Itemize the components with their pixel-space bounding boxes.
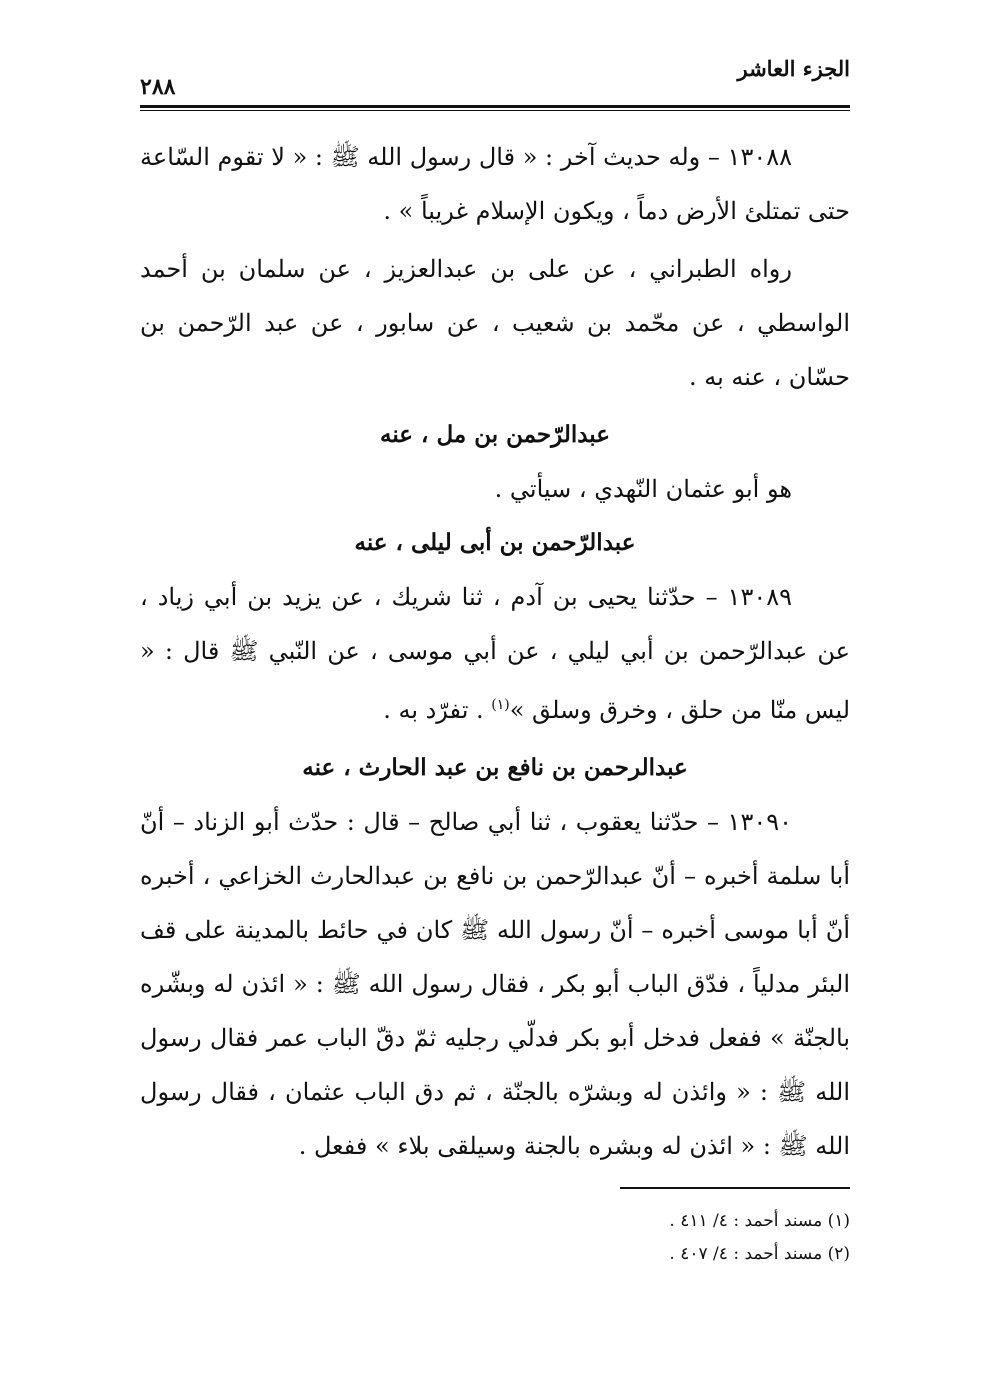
footnote-marker: (١)	[491, 697, 510, 713]
page-header	[140, 52, 850, 98]
section-heading-ibn-abi-laila: عبدالرّحمن بن أبى ليلى ، عنه	[354, 529, 636, 556]
hadith-13089-tail: . تفرّد به .	[383, 696, 492, 724]
running-title: الجزء العاشر	[737, 56, 850, 81]
hadith-13089	[140, 570, 850, 737]
footnote-rule	[620, 1187, 850, 1189]
hadith-13089-text: ١٣٠٨٩ – حدّثنا يحيى بن آدم ، ثنا شريك ، عن يزيد بن أبي زياد ، عن عبدالرّحمن بن أبي ليلي ، عن أبي موسى ، عن النّبي ﷺ قال : « ليس منّا من حلق ، وخرق وسلق »	[140, 583, 850, 724]
hadith-13088: ١٣٠٨٨ – وله حديث آخر : « قال رسول الله ﷺ : « لا تقوم السّاعة حتى تمتلئ الأرض دماً ، ويكون الإسلام غريباً » .	[140, 143, 850, 225]
section-heading-ibn-nafi: عبدالرحمن بن نافع بن عبد الحارث ، عنه	[302, 754, 688, 781]
footnote-2: (٢) مسند أحمد : ٤/ ٤٠٧ .	[669, 1244, 850, 1264]
cross-reference-paragraph: هو أبو عثمان النّهدي ، سيأتي .	[494, 475, 792, 503]
footnote-1: (١) مسند أحمد : ٤/ ٤١١ .	[669, 1211, 850, 1231]
narration-chain-paragraph: رواه الطبراني ، عن على بن عبدالعزيز ، عن سلمان بن أحمد الواسطي ، عن محّمد بن شعيب ، عن سابور ، عن عبد الرّحمن بن حسّان ، عنه به .	[140, 255, 850, 391]
main-text	[140, 130, 850, 1173]
page-number: ٢٨٨	[140, 74, 176, 100]
section-heading-ibn-mal: عبدالرّحمن بن مل ، عنه	[380, 421, 610, 448]
header-rule	[140, 105, 850, 111]
footnotes	[140, 1205, 850, 1271]
hadith-13090: ١٣٠٩٠ – حدّثنا يعقوب ، ثنا أبي صالح – قال : حدّث أبو الزناد – أنّ أبا سلمة أخبره – أنّ عبدالرّحمن بن نافع بن عبدالحارث الخزاعي ، أخبره أنّ أبا موسى أخبره – أنّ رسول الله ﷺ كان في حائط بالمدينة على قف البئر مدلياً ، فدّق الباب أبو بكر ، فقال رسول الله ﷺ : « ائذن له وبشّره بالجنّة » ففعل فدخل أبو بكر فدلّي رجليه ثمّ دقّ الباب عمر فقال رسول الله ﷺ : « وائذن له وبشرّه بالجنّة ، ثم دق الباب عثمان ، فقال رسول الله ﷺ : « ائذن له وبشره بالجنة وسيلقى بلاء » ففعل .	[140, 808, 850, 1160]
